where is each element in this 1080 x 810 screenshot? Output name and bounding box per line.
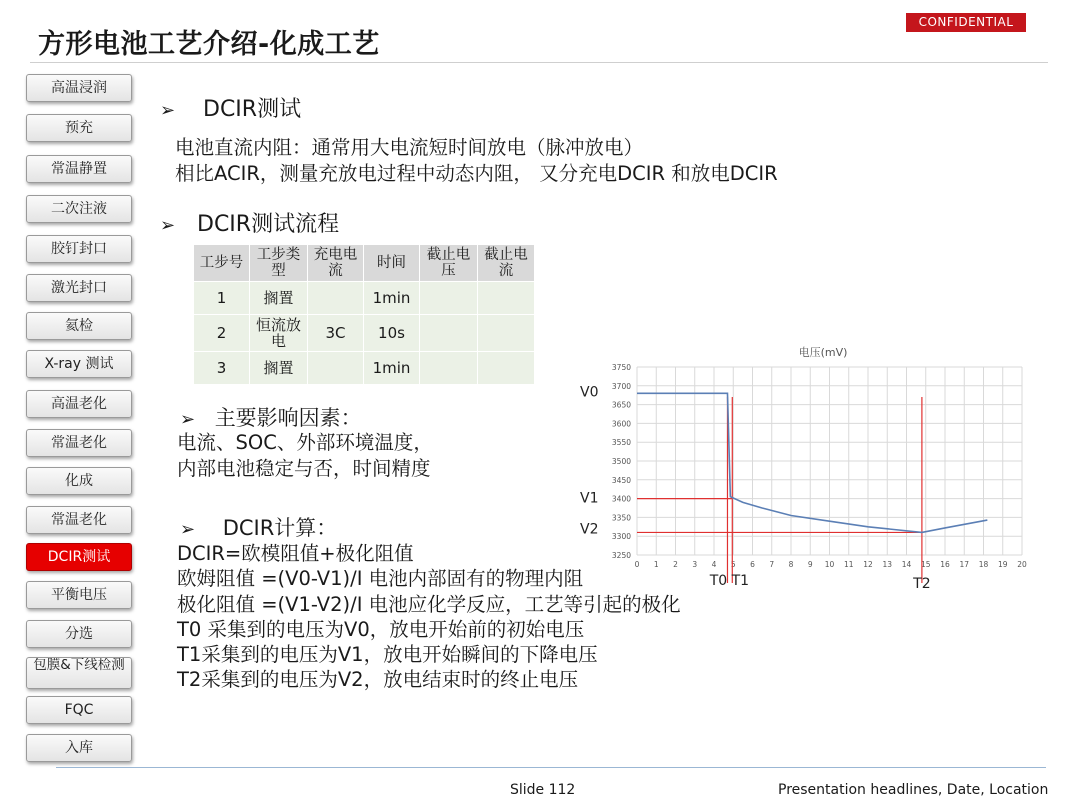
table-cell: 10s [364,315,420,352]
sidebar-item-warehousing[interactable]: 入库 [26,734,132,762]
x-tick-label: 6 [750,560,755,569]
x-tick-label: 19 [997,560,1008,569]
table-header: 工步号 [194,245,250,282]
table-cell [308,352,364,385]
y-tick-label: 3300 [611,532,631,542]
y-tick-label: 3550 [611,438,631,448]
table-cell [308,282,364,315]
annotation-t2: T2 [913,576,931,592]
table-cell [420,282,478,315]
x-tick-label: 11 [843,560,854,569]
y-tick-label: 3400 [611,494,631,504]
y-tick-label: 3600 [611,419,631,429]
x-tick-label: 8 [788,560,794,569]
table-cell: 2 [194,315,250,352]
x-tick-label: 17 [959,560,970,569]
x-tick-label: 2 [673,560,678,569]
sidebar-item-rubber-nail-seal[interactable]: 胶钉封口 [26,235,132,263]
table-cell: 1 [194,282,250,315]
y-tick-label: 3450 [611,475,631,485]
slide-number: Slide 112 [510,782,576,798]
sidebar-item-balance-voltage[interactable]: 平衡电压 [26,581,132,609]
table-cell: 搁置 [250,352,308,385]
x-tick-label: 5 [730,560,736,569]
sidebar-item-precharge[interactable]: 预充 [26,114,132,142]
section-dcir-heading: ➢ DCIR测试 [160,97,302,122]
table-cell [478,352,535,385]
calc-line: 欧姆阻值 =(V0-V1)/I 电池内部固有的物理内阻 [177,567,584,590]
sidebar-item-second-injection[interactable]: 二次注液 [26,195,132,223]
x-tick-label: 3 [692,560,698,569]
table-row [194,352,535,385]
test-step-table [193,244,535,385]
x-tick-label: 18 [978,560,989,569]
sidebar-item-helium-check[interactable]: 氦检 [26,312,132,340]
sidebar-item-wrap-offline-check[interactable]: 包膜&下线检测 [26,657,132,689]
table-cell: 搁置 [250,282,308,315]
table-cell [478,282,535,315]
dcir-definition: 电池直流内阻：通常用大电流短时间放电（脉冲放电） [175,136,644,159]
bullet-arrow-icon: ➢ [160,215,176,236]
table-cell: 1min [364,282,420,315]
bullet-arrow-icon: ➢ [180,409,196,430]
table-cell: 3C [308,315,364,352]
table-row [194,282,535,315]
confidential-badge: CONFIDENTIAL [906,13,1026,32]
calc-line: 极化阻值 =(V1-V2)/I 电池应化学反应，工艺等引起的极化 [177,593,681,616]
x-tick-label: 7 [769,560,775,569]
x-tick-label: 14 [901,560,912,569]
sidebar-item-formation[interactable]: 化成 [26,467,132,495]
x-tick-label: 13 [882,560,893,569]
voltage-chart [570,340,1060,600]
x-tick-label: 16 [940,560,950,569]
factors-line-1: 电流、SOC、外部环境温度， [177,431,433,454]
sidebar-item-room-temp-aging[interactable]: 常温老化 [26,429,132,457]
voltage-chart-svg [570,340,1060,600]
page-title: 方形电池工艺介绍-化成工艺 [38,29,380,60]
sidebar-item-laser-seal[interactable]: 激光封口 [26,274,132,302]
table-header: 截止电压 [420,245,478,282]
sidebar-item-high-temp-aging[interactable]: 高温老化 [26,390,132,418]
y-tick-label: 3350 [611,513,631,523]
bullet-arrow-icon: ➢ [160,100,176,121]
header-divider [30,62,1048,63]
voltage-series-line [637,393,987,532]
y-tick-label: 3700 [611,381,631,391]
table-cell: 3 [194,352,250,385]
x-tick-label: 0 [634,560,640,569]
table-cell [420,352,478,385]
sidebar-item-room-temp-rest[interactable]: 常温静置 [26,155,132,183]
x-tick-label: 20 [1017,560,1027,569]
table-header: 截止电流 [478,245,535,282]
annotation-v2: V2 [580,521,599,538]
y-tick-label: 3650 [611,400,631,410]
x-tick-label: 4 [711,560,717,569]
dcir-comparison: 相比ACIR，测量充放电过程中动态内阻， 又分充电DCIR 和放电DCIR [175,162,778,185]
x-tick-label: 1 [653,560,659,569]
sidebar-item-room-temp-aging-2[interactable]: 常温老化 [26,506,132,534]
bullet-arrow-icon: ➢ [180,519,196,540]
sidebar-item-high-temp-soak[interactable]: 高温浸润 [26,74,132,102]
sidebar-item-dcir-test[interactable]: DCIR测试 [26,543,132,571]
table-cell [478,315,535,352]
factors-line-2: 内部电池稳定与否，时间精度 [177,457,431,480]
chart-title: 电压(mV) [798,346,848,359]
annotation-v0: V0 [580,384,599,401]
calc-line: DCIR=欧模阻值+极化阻值 [177,542,414,565]
annotation-v1: V1 [580,490,599,507]
footer-info: Presentation headlines, Date, Location [778,782,1049,798]
table-header: 时间 [364,245,420,282]
section-factors-heading: ➢ 主要影响因素： [180,406,362,430]
calc-line: T2采集到的电压为V2，放电结束时的终止电压 [177,668,579,691]
footer-divider [56,767,1046,768]
section-flow-heading: ➢ DCIR测试流程 [160,212,340,237]
section-calc-heading: ➢ DCIR计算： [180,516,338,540]
x-tick-label: 12 [863,560,873,569]
x-tick-label: 9 [807,560,813,569]
calc-line: T1采集到的电压为V1，放电开始瞬间的下降电压 [177,643,598,666]
y-tick-label: 3250 [611,551,631,560]
table-cell: 恒流放电 [250,315,308,352]
sidebar-item-xray-test[interactable]: X-ray 测试 [26,350,132,378]
annotation-t0-t1: T0 T1 [709,573,750,589]
table-row [194,315,535,352]
x-tick-label: 10 [824,560,835,569]
table-cell: 1min [364,352,420,385]
sidebar-item-fqc[interactable]: FQC [26,696,132,724]
table-header: 工步类型 [250,245,308,282]
sidebar-item-sorting[interactable]: 分选 [26,620,132,648]
table-header: 充电电流 [308,245,364,282]
y-tick-label: 3500 [611,457,631,466]
table-cell [420,315,478,352]
calc-line: T0 采集到的电压为V0，放电开始前的初始电压 [177,618,585,641]
x-tick-label: 15 [920,560,931,569]
y-tick-label: 3750 [611,363,631,372]
